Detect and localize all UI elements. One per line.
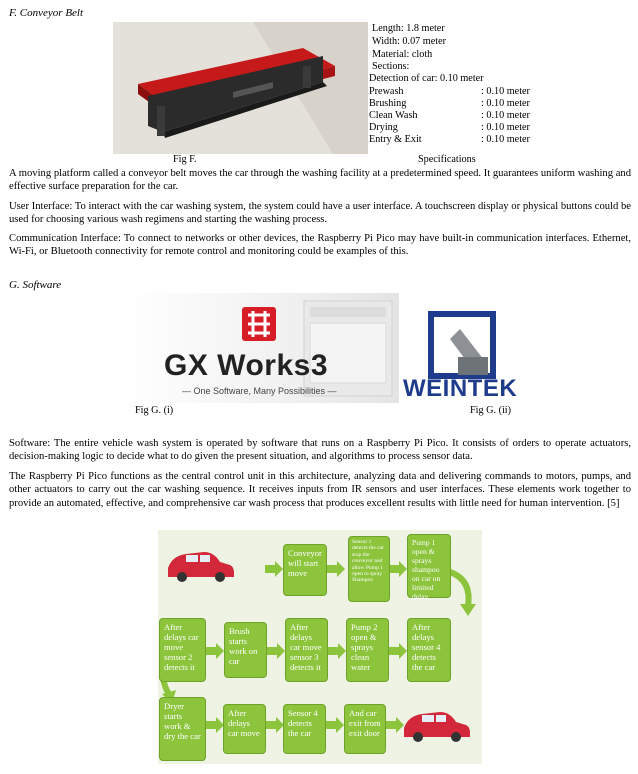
- spec-row-value: : 0.10 meter: [481, 122, 530, 133]
- flow-step: After delays sensor 4 detects the car: [407, 618, 451, 682]
- flow-step: Dryer starts work & dry the car: [159, 697, 206, 761]
- gx-works3-logo: [124, 293, 399, 403]
- communication-label: Communication Interface:: [9, 233, 121, 244]
- fig-g-ii-caption: Fig G. (ii): [470, 405, 512, 416]
- conveyor-belt-photo: [113, 22, 368, 154]
- spec-row-value: : 0.10 meter: [481, 110, 530, 121]
- communication-text: To connect to networks or other devices, the Raspberry Pi Pico may have built-in communication interfaces. Ethernet, Wi-Fi, or Bluetooth connectivity for remote control and monitoring could be examples of this.: [9, 233, 631, 258]
- spec-row-label: Brushing: [369, 98, 407, 109]
- user-interface-paragraph: User Interface: To interact with the car washing system, the system could have a user interface. A touchscreen display or physical buttons could be used for choosing various wash regimens and starting the washing process.: [9, 201, 631, 226]
- wash-flow-diagram: [158, 530, 482, 764]
- spec-row-label: Entry & Exit: [369, 134, 422, 145]
- gx-works3-text: GX Works3: [164, 349, 329, 382]
- car-icon: [168, 552, 234, 582]
- spec-length: Length: 1.8 meter: [372, 23, 445, 34]
- spec-row-label: Clean Wash: [369, 110, 418, 121]
- flow-step: Pump 1 open & sprays shampoo on car on limited delay: [407, 534, 451, 598]
- spec-width: Width: 0.07 meter: [372, 36, 446, 47]
- flow-step: After delays car move sensor 2 detects it: [159, 618, 206, 682]
- spec-row-value: : 0.10 meter: [481, 134, 530, 145]
- flow-step: After delays car move sensor 3 detects it: [285, 618, 328, 682]
- spec-row-value: : 0.10 meter: [481, 98, 530, 109]
- flow-step: Conveyor will start move: [283, 544, 327, 596]
- spec-material: Material: cloth: [372, 49, 433, 60]
- flow-step: Sensor 1 detects the car stop the conveyor and allow Pump 1 open to spray Shampoo: [348, 536, 390, 602]
- spec-row-label: Drying: [369, 122, 398, 133]
- flow-step: After delays car move: [223, 704, 266, 754]
- spec-row-value: : 0.10 meter: [481, 86, 530, 97]
- gx-works3-tagline: — One Software, Many Possibilities —: [182, 386, 337, 396]
- weintek-logo: [400, 305, 530, 405]
- specifications-caption: Specifications: [418, 154, 476, 165]
- car-icon: [404, 712, 470, 742]
- fig-f-caption: Fig F.: [173, 154, 197, 165]
- flow-step: Sensor 4 detects the car: [283, 704, 326, 754]
- flow-step: Pump 2 open & sprays clean water: [346, 618, 389, 682]
- control-unit-paragraph: The Raspberry Pi Pico functions as the central control unit in this architecture, analyzing data and delivering commands to motors, pumps, and other actuators to carry out the car washing sequence. It receives inputs from IR sensors and user interfaces. These elements work together to provide an automated, effective, and comprehensive car wash process that produces excellent results with little need for human intervention. [5]: [9, 471, 631, 509]
- weintek-text: WEINTEK: [403, 375, 518, 402]
- software-paragraph: Software: The entire vehicle wash system is operated by software that runs on a Raspberry Pi Pico. It consists of orders to operate actuators, decision-making logic to decide what to do given the present situation, and algorithms to process sensor data.: [9, 438, 631, 463]
- spec-detection: Detection of car: 0.10 meter: [369, 73, 484, 84]
- section-g-heading: G. Software: [9, 279, 62, 291]
- spec-row-label: Prewash: [369, 86, 404, 97]
- communication-paragraph: [9, 232, 631, 259]
- spec-sections: Sections:: [372, 61, 410, 72]
- flow-step: Brush starts work on car: [224, 622, 267, 678]
- section-f-heading: F. Conveyor Belt: [9, 7, 84, 19]
- fig-g-i-caption: Fig G. (i): [135, 405, 174, 416]
- conveyor-paragraph: A moving platform called a conveyor belt moves the car through the washing facility at a predetermined speed. It guarantees uniform washing and effective surface preparation for the car.: [9, 168, 631, 193]
- flow-step: And car exit from exit door: [344, 704, 386, 754]
